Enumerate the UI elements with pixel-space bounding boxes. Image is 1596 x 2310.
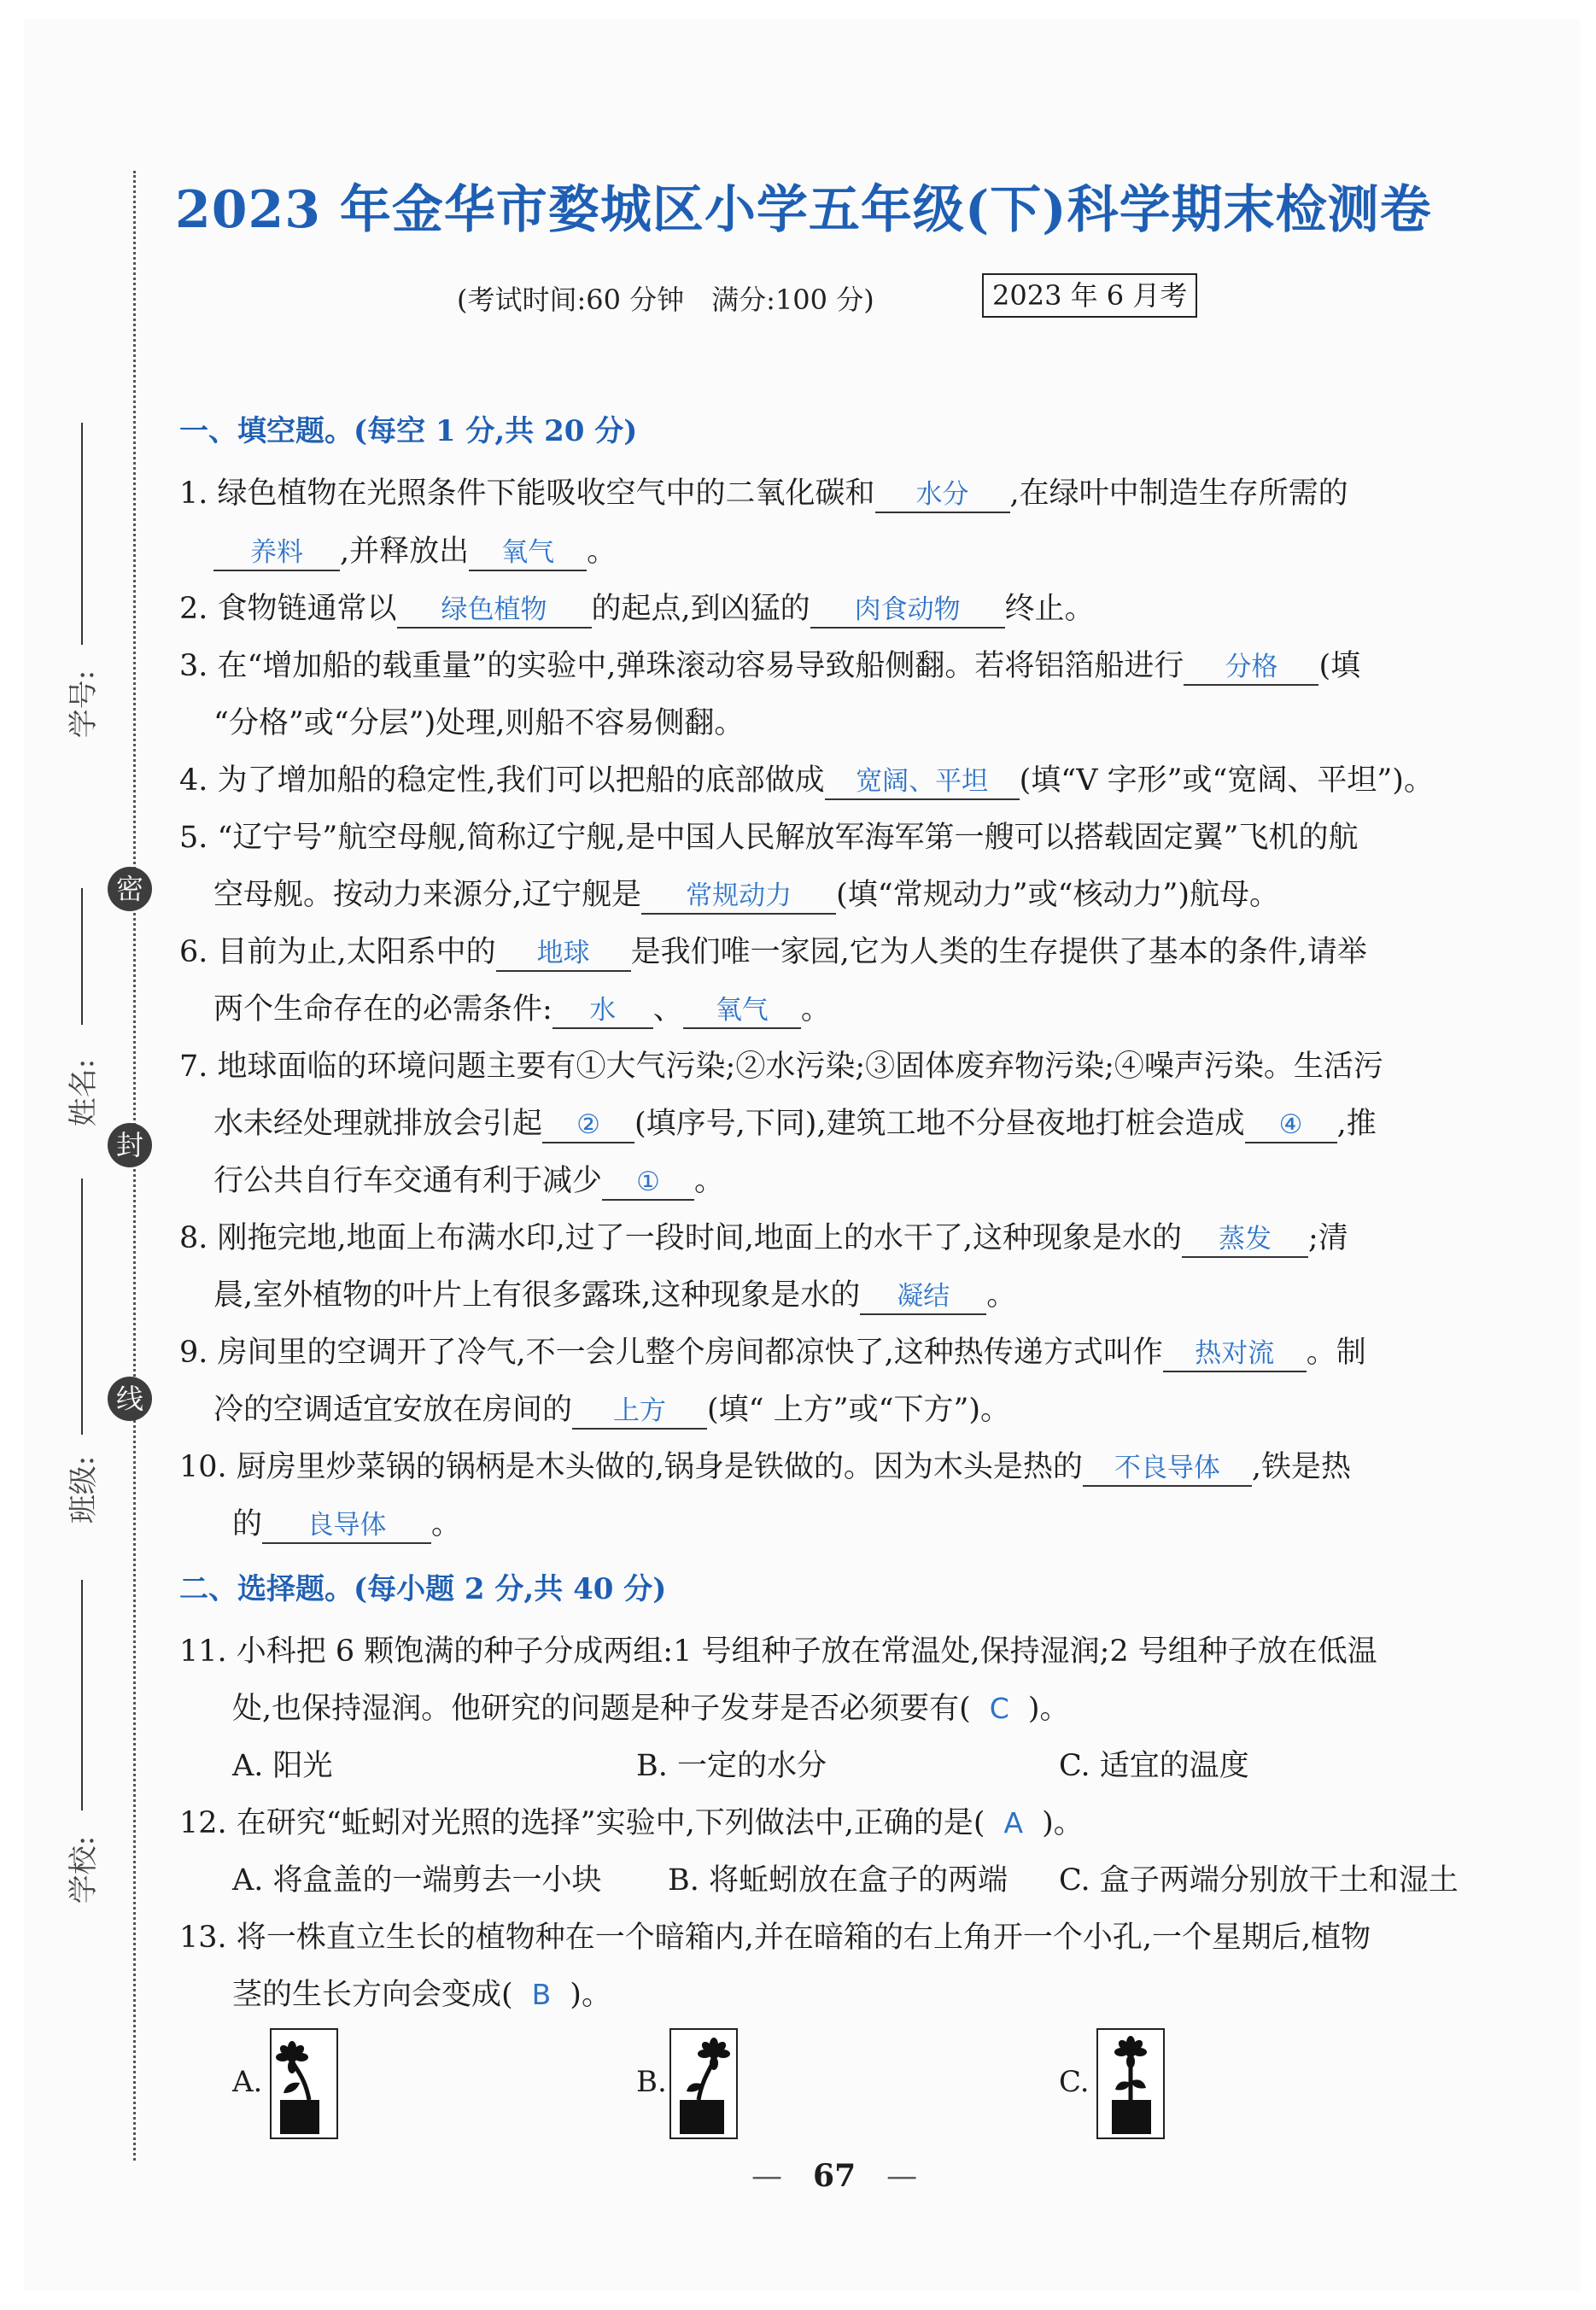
name-line-top — [81, 888, 83, 1025]
q3-line2: “分格”或“分层”)处理,则船不容易侧翻。 — [213, 706, 745, 740]
q9-line1: 9. 房间里的空调开了冷气,不一会儿整个房间都凉快了,这种热传递方式叫作 热对流 。制 — [179, 1329, 1366, 1372]
q6-answer-3: 氧气 — [683, 994, 801, 1029]
q1-answer-3: 氧气 — [469, 536, 587, 571]
q13-option-a-label: A. — [232, 2065, 263, 2099]
q1-line1: 1. 绿色植物在光照条件下能吸收空气中的二氧化碳和 水分 ,在绿叶中制造生存所需的 — [179, 470, 1348, 513]
plant-upright-icon — [1098, 2030, 1163, 2137]
q7-answer-2: ④ — [1245, 1108, 1337, 1143]
q3-answer-1: 分格 — [1184, 651, 1318, 686]
page-number-value: 67 — [813, 2158, 856, 2194]
q7-line3: 行公共自行车交通有利于减少 ① 。 — [213, 1157, 724, 1201]
q7-answer-1: ② — [542, 1108, 634, 1143]
plant-image-b — [669, 2028, 738, 2139]
q11-line2: 处,也保持湿润。他研究的问题是种子发芽是否必须要有( C )。 — [232, 1692, 1070, 1726]
q1-answer-1: 水分 — [875, 478, 1010, 513]
section2-title: 二、选择题。 — [179, 1572, 354, 1606]
q9-answer-2: 上方 — [572, 1395, 707, 1430]
q13-option-c-label: C. — [1059, 2065, 1090, 2099]
q8-line2: 晨,室外植物的叶片上有很多露珠,这种现象是水的 凝结 。 — [213, 1272, 1016, 1315]
school-label: 学校: — [67, 1835, 102, 1904]
q8-answer-1: 蒸发 — [1182, 1223, 1308, 1258]
school-line — [81, 1580, 83, 1810]
section1-scoring: (每空 1 分,共 20 分) — [354, 414, 638, 448]
q13-option-b-label: B. — [636, 2065, 667, 2099]
q7-line1: 7. 地球面临的环境问题主要有①大气污染;②水污染;③固体废弃物污染;④噪声污染。生活污 — [179, 1050, 1383, 1084]
q2-line: 2. 食物链通常以 绿色植物 的起点,到凶猛的 肉食动物 终止。 — [179, 585, 1095, 629]
q10-answer-2: 良导体 — [262, 1509, 431, 1544]
q1-answer-2: 养料 — [213, 536, 340, 571]
plant-image-c — [1096, 2028, 1165, 2139]
section2-heading — [179, 1565, 666, 1607]
q11-line1: 11. 小科把 6 颗饱满的种子分成两组:1 号组种子放在常温处,保持湿润;2 号组种子放在低温 — [179, 1635, 1377, 1669]
q7-line2: 水未经处理就排放会引起 ② (填序号,下同),建筑工地不分昼夜地打桩会造成 ④ ,推 — [213, 1100, 1377, 1143]
plant-leaning-right-icon — [671, 2030, 736, 2137]
q6-line1: 6. 目前为止,太阳系中的 地球 是我们唯一家园,它为人类的生存提供了基本的条件,请举 — [179, 928, 1367, 972]
q9-answer-1: 热对流 — [1163, 1337, 1307, 1372]
q2-answer-2: 肉食动物 — [810, 594, 1005, 629]
q11-option-c: C. 适宜的温度 — [1059, 1749, 1249, 1783]
student-id-label: 学号: — [67, 670, 102, 739]
q5-line1: 5. “辽宁号”航空母舰,简称辽宁舰,是中国人民解放军海军第一艘可以搭载固定翼”飞机的航 — [179, 821, 1359, 855]
class-label: 班级: — [67, 1455, 102, 1524]
q11-answer: C — [989, 1692, 1009, 1725]
plant-image-a — [270, 2028, 338, 2139]
q11-option-b: B. 一定的水分 — [636, 1749, 827, 1783]
student-id-line — [81, 423, 83, 645]
q10-answer-1: 不良导体 — [1083, 1452, 1252, 1487]
q7-answer-3: ① — [602, 1166, 694, 1201]
q5-answer-1: 常规动力 — [641, 880, 836, 915]
q6-line2: 两个生命存在的必需条件: 水 、 氧气 。 — [213, 985, 831, 1029]
q12-option-a: A. 将盒盖的一端剪去一小块 — [232, 1863, 602, 1898]
exam-info: (考试时间:60 分钟 满分:100 分) — [457, 284, 874, 316]
plant-leaning-left-icon — [272, 2030, 336, 2137]
q11-option-a: A. 阳光 — [232, 1749, 333, 1783]
q4-answer-1: 宽阔、平坦 — [825, 765, 1020, 800]
q9-line2: 冷的空调适宜安放在房间的 上方 (填“ 上方”或“下方”)。 — [213, 1386, 1010, 1430]
q13-line1: 13. 将一株直立生长的植物种在一个暗箱内,并在暗箱的右上角开一个小孔,一个星期后,植物 — [179, 1921, 1371, 1955]
q13-answer: B — [531, 1978, 552, 2011]
name-label: 姓名: — [67, 1058, 102, 1127]
q8-line1: 8. 刚拖完地,地面上布满水印,过了一段时间,地面上的水干了,这种现象是水的 蒸发 ;清 — [179, 1214, 1348, 1258]
q3-line1: 3. 在“增加船的载重量”的实验中,弹珠滚动容易导致船侧翻。若将铝箔船进行 分格 (填 — [179, 642, 1360, 686]
page-number: — 67 — — [751, 2158, 918, 2194]
section1-title: 一、填空题。 — [179, 414, 354, 448]
exam-date-box: 2023 年 6 月考 — [982, 273, 1197, 318]
exam-title: 2023 年金华市婺城区小学五年级(下)科学期末检测卷 — [175, 180, 1432, 240]
q12-option-c: C. 盒子两端分别放干土和湿土 — [1059, 1863, 1459, 1898]
seal-feng: 封 — [108, 1123, 152, 1167]
seal-xian: 线 — [108, 1377, 152, 1421]
q5-line2: 空母舰。按动力来源分,辽宁舰是 常规动力 (填“常规动力”或“核动力”)航母。 — [213, 871, 1279, 915]
q10-line2: 的 良导体 。 — [232, 1500, 461, 1544]
q1-line2: 养料 ,并释放出 氧气 。 — [213, 528, 617, 571]
q12-option-b: B. 将蚯蚓放在盒子的两端 — [668, 1863, 1008, 1898]
section2-scoring: (每小题 2 分,共 40 分) — [354, 1572, 667, 1606]
q12-line1: 12. 在研究“蚯蚓对光照的选择”实验中,下列做法中,正确的是( A )。 — [179, 1806, 1084, 1840]
class-line — [81, 1178, 83, 1435]
q8-answer-2: 凝结 — [860, 1280, 986, 1315]
q6-answer-2: 水 — [552, 994, 653, 1029]
q4-line: 4. 为了增加船的稳定性,我们可以把船的底部做成 宽阔、平坦 (填“V 字形”或“宽阔、平坦”)。 — [179, 757, 1434, 800]
q2-answer-1: 绿色植物 — [397, 594, 592, 629]
q13-line2: 茎的生长方向会变成( B )。 — [232, 1978, 611, 2012]
seal-mi: 密 — [108, 867, 152, 911]
q12-answer: A — [1003, 1806, 1024, 1839]
q6-answer-1: 地球 — [496, 937, 631, 972]
section1-heading — [179, 407, 637, 449]
q10-line1: 10. 厨房里炒菜锅的锅柄是木头做的,锅身是铁做的。因为木头是热的 不良导体 ,铁是热 — [179, 1443, 1351, 1487]
